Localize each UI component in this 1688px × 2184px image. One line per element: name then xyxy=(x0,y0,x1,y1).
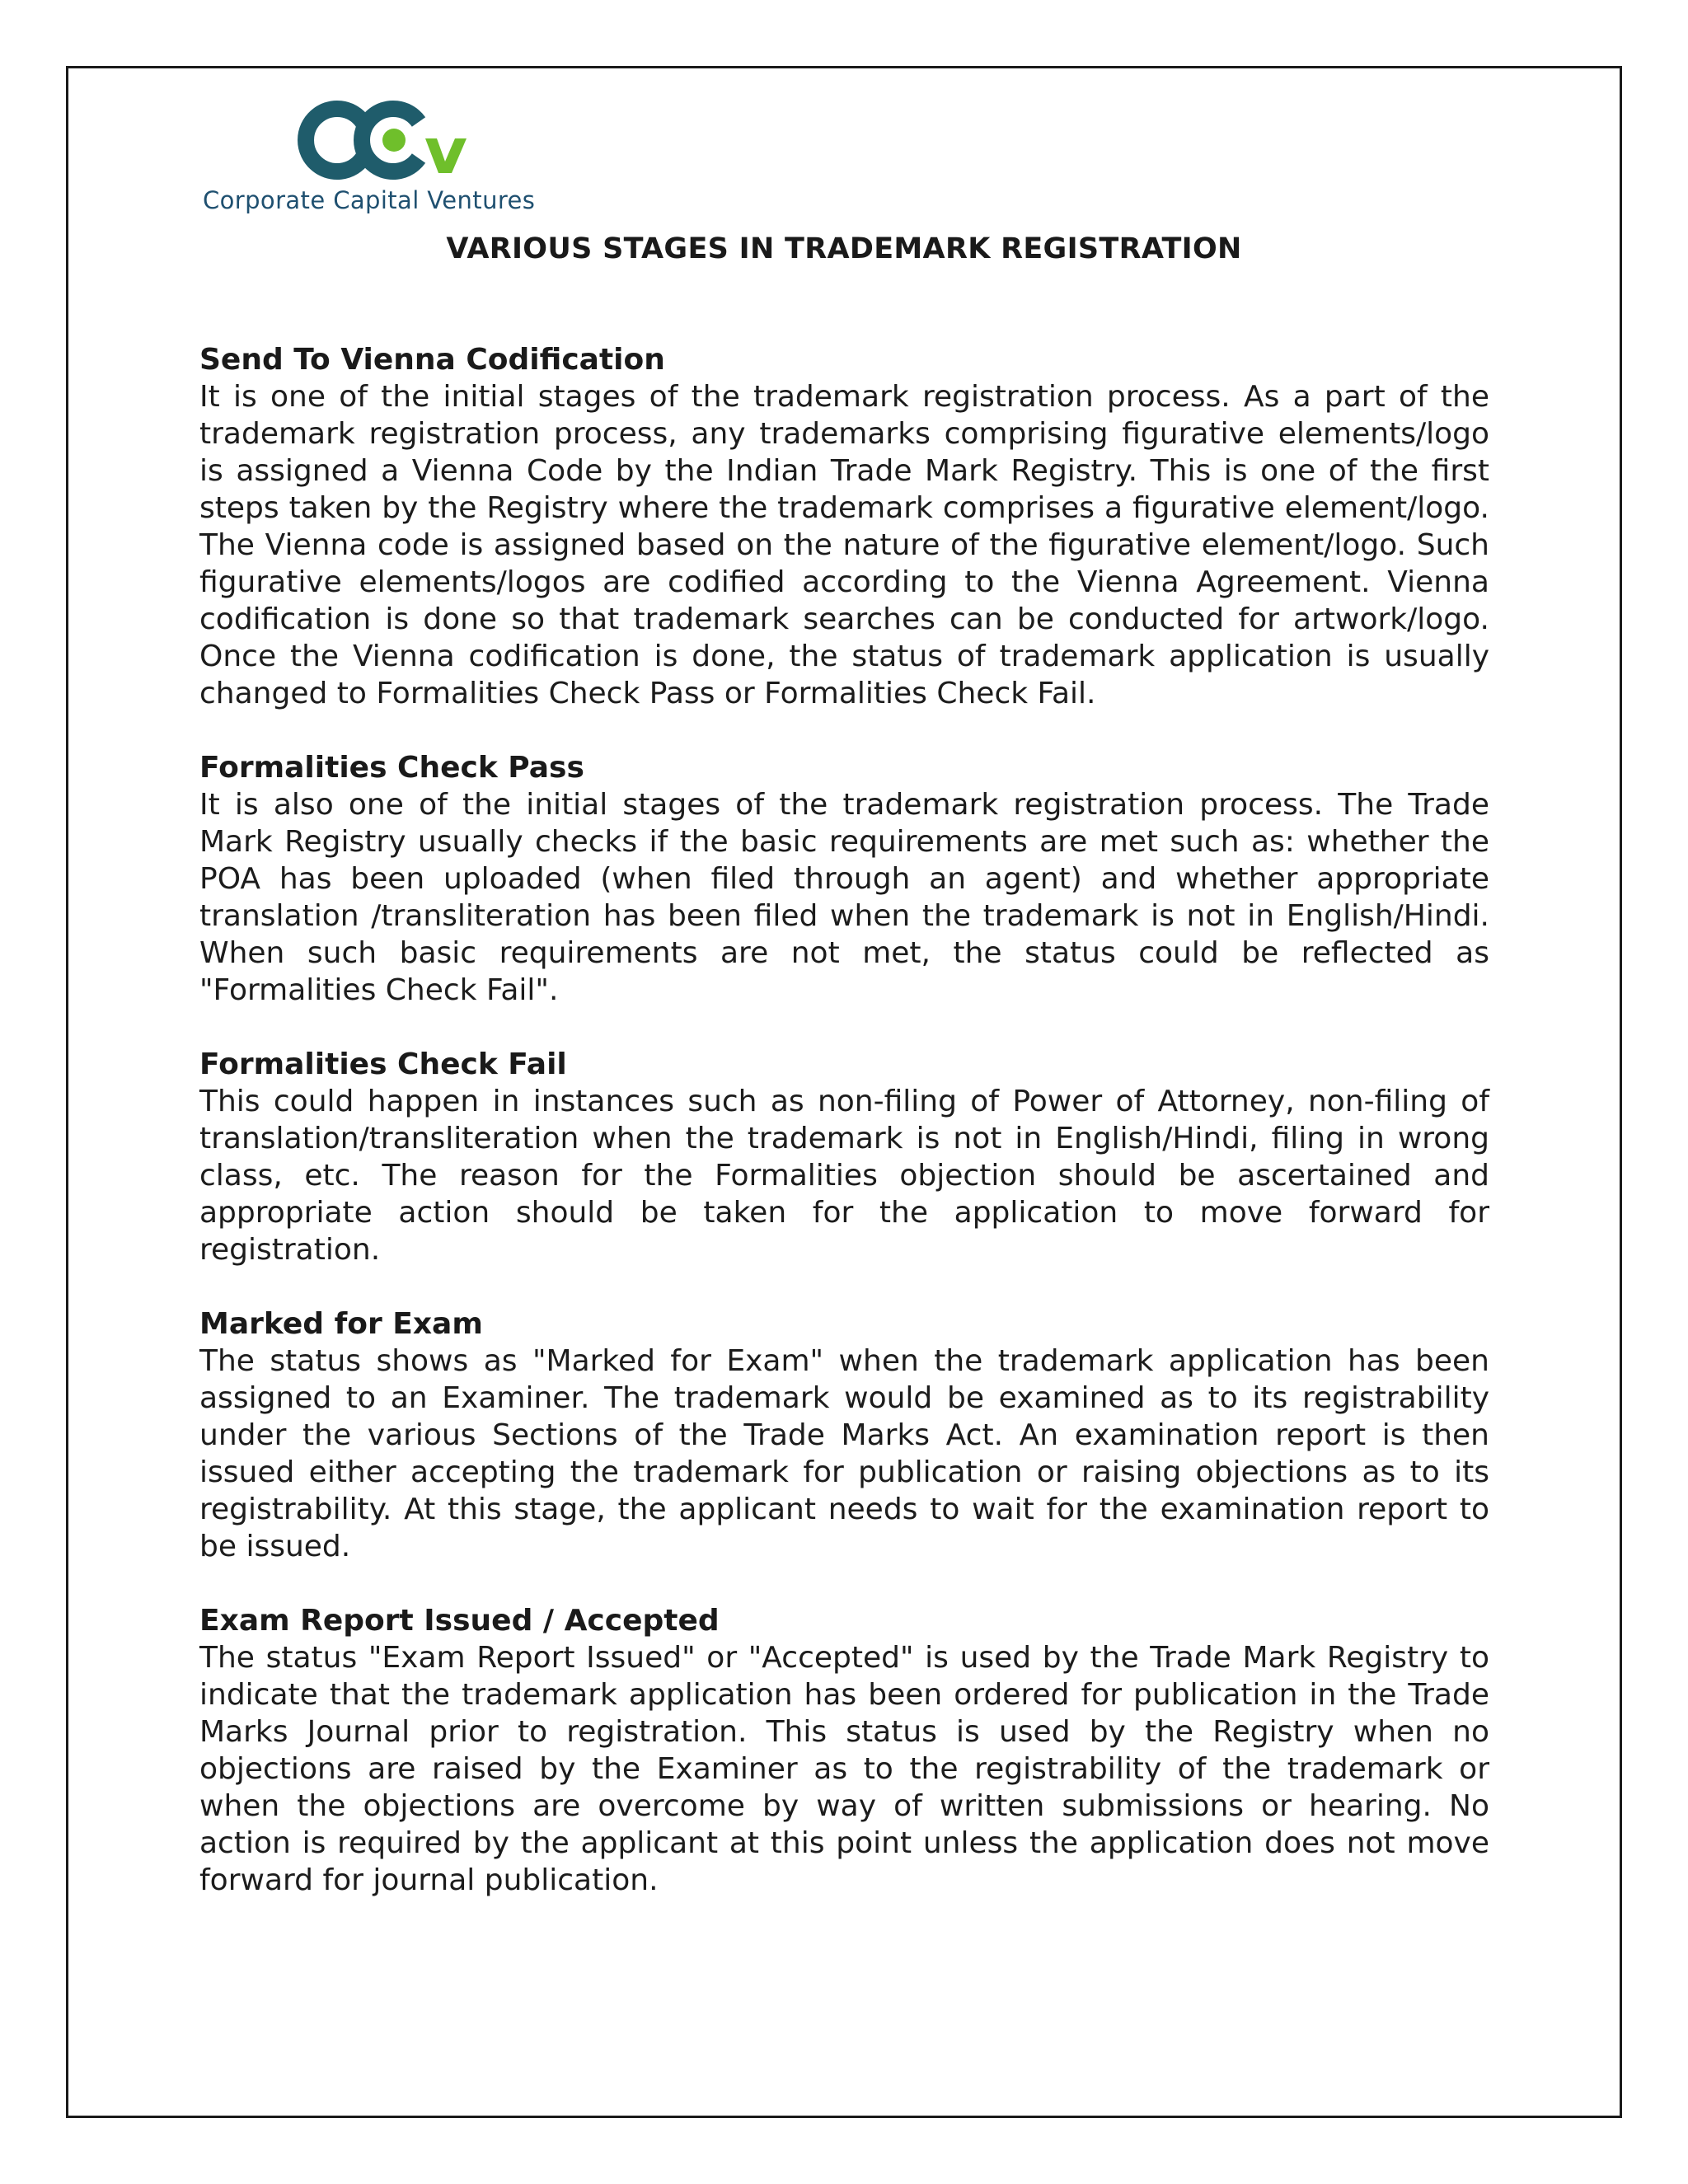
section-heading: Formalities Check Pass xyxy=(199,751,584,785)
section-paragraph: This could happen in instances such as non-filing of Power of Attorney, non-filing of translation/transliteration when the trademark is not in English/Hindi, filing in wrong class, etc. The reason for the Formalities objection should be ascertained and appropriate action should be taken for the application to move forward for registration. xyxy=(199,1085,1489,1267)
ccv-logo-icon xyxy=(293,99,491,181)
section-vienna-codification xyxy=(199,341,1489,712)
company-logo xyxy=(203,99,582,223)
section-formalities-check-fail xyxy=(199,1046,1489,1268)
section-paragraph: The status "Exam Report Issued" or "Accepted" is used by the Trade Mark Registry to indicate that the trademark application has been ordered for publication in the Trade Marks Journal prior to registration. This status is used by the Registry when no objections are raised by the Examiner as to the registrability of the trademark or when the objections are overcome by way of written submissions or hearing. No action is required by the applicant at this point unless the application does not move forward for journal publication. xyxy=(199,1641,1489,1897)
section-paragraph: It is one of the initial stages of the trademark registration process. As a part of the trademark registration process, any trademarks comprising figurative elements/logo is assigned a Vienna Code by the Indian Trade Mark Registry. This is one of the first steps taken by the Registry where the trademark comprises a figurative element/logo. The Vienna code is assigned based on the nature of the figurative element/logo. Such figurative elements/logos are codified according to the Vienna Agreement. Vienna codification is done so that trademark searches can be conducted for artwork/logo. Once the Vienna codification is done, the status of trademark application is usually changed to Formalities Check Pass or Formalities Check Fail. xyxy=(199,380,1489,710)
document-body xyxy=(199,341,1489,1936)
section-formalities-check-pass xyxy=(199,749,1489,1009)
section-heading: Marked for Exam xyxy=(199,1307,483,1341)
section-marked-for-exam xyxy=(199,1305,1489,1565)
section-paragraph: It is also one of the initial stages of the trademark registration process. The Trade Mark Registry usually checks if the basic requirements are met such as: whether the POA has been uploaded (when filed through an agent) and whether appropriate translation /transliteration has been filed when the trademark is not in English/Hindi. When such basic requirements are not met, the status could be reflected as "Formalities Check Fail". xyxy=(199,788,1489,1007)
section-heading: Exam Report Issued / Accepted xyxy=(199,1604,720,1638)
section-heading: Formalities Check Fail xyxy=(199,1047,567,1081)
section-heading: Send To Vienna Codification xyxy=(199,343,665,377)
company-name: Corporate Capital Ventures xyxy=(203,186,536,214)
section-paragraph: The status shows as "Marked for Exam" when the trademark application has been assigned to an Examiner. The trademark would be examined as to its registrability under the various Sections of the Trade Marks Act. An examination report is then issued either accepting the trademark for publication or raising objections as to its registrability. At this stage, the applicant needs to wait for the examination report to be issued. xyxy=(199,1344,1489,1563)
section-exam-report-issued xyxy=(199,1602,1489,1899)
document-title: VARIOUS STAGES IN TRADEMARK REGISTRATION xyxy=(446,232,1242,265)
